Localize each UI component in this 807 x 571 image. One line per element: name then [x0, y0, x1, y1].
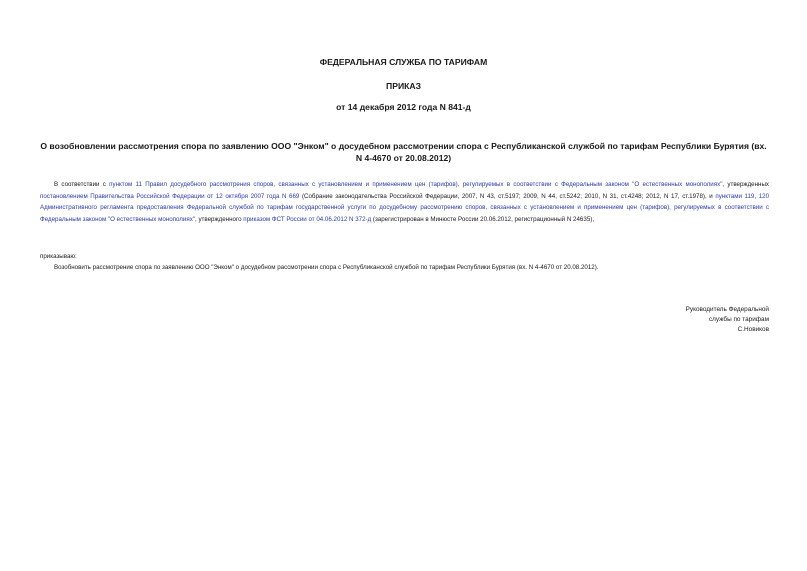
preamble-paragraph: [40, 179, 769, 225]
preamble-text-3: (Собрание законодательства Российской Федерации, 2007, N 43, ст.5197; 2009, N 44, ст.5242; 2010, N 31, ст.4248; 2012, N 17, ст.1978), и: [299, 192, 716, 200]
preamble-text-2: , утвержденных: [722, 181, 769, 188]
order-text: Возобновить рассмотрение спора по заявлению ООО "Энком" о досудебном рассмотрении спора с Республиканской службой по тарифам Республики Бурятия (вх. N 4-4670 от 20.08.2012).: [54, 264, 599, 271]
preamble-text-4: ,: [754, 192, 759, 200]
signature-name: С.Новиков: [737, 326, 769, 333]
document-type: ПРИКАЗ: [386, 81, 421, 91]
signature-position-line2: службы по тарифам: [708, 316, 769, 323]
link-government-resolution-669[interactable]: постановлением Правительства Российской Федерации от 12 октября 2007 года N 669: [40, 192, 300, 200]
document-title: О возобновлении рассмотрения спора по заявлению ООО "Энком" о досудебном рассмотрении спора с Республиканской службой по тарифам Республики Бурятия (вх. N 4-4670 от 20.08.2012): [40, 141, 767, 163]
link-rules-point-11[interactable]: пунктом 11 Правил досудебного рассмотрения споров, связанных с установлением и применением цен (тарифов), регулируемых в соответствии с Федеральным законом "О естественных монополиях": [109, 181, 723, 188]
link-fst-order-372[interactable]: приказом ФСТ России от 04.06.2012 N 372-д: [243, 215, 372, 223]
preamble-text-6: (зарегистрирован в Минюсте России 20.06.2012, регистрационный N 24635),: [371, 215, 595, 223]
preamble-text-1: В соответствии с: [54, 181, 110, 188]
link-regulation-point-119[interactable]: пунктами 119: [715, 192, 755, 200]
link-regulation-point-120[interactable]: 120 Административного регламента предоставления Федеральной службой по тарифам государственной услуги по досудебному рассмотрению споров, связанных с установлением и применением цен (тарифов), регулируемых в соответствии с Федеральным законом "О естественных монополиях": [40, 192, 770, 223]
signature-position-line1: Руководитель Федеральной: [685, 306, 769, 313]
preamble-text-5: , утвержденного: [195, 215, 244, 223]
order-word: приказываю:: [40, 253, 77, 260]
organization-name: ФЕДЕРАЛЬНАЯ СЛУЖБА ПО ТАРИФАМ: [319, 57, 488, 67]
document-date-number: от 14 декабря 2012 года N 841-д: [336, 102, 471, 112]
